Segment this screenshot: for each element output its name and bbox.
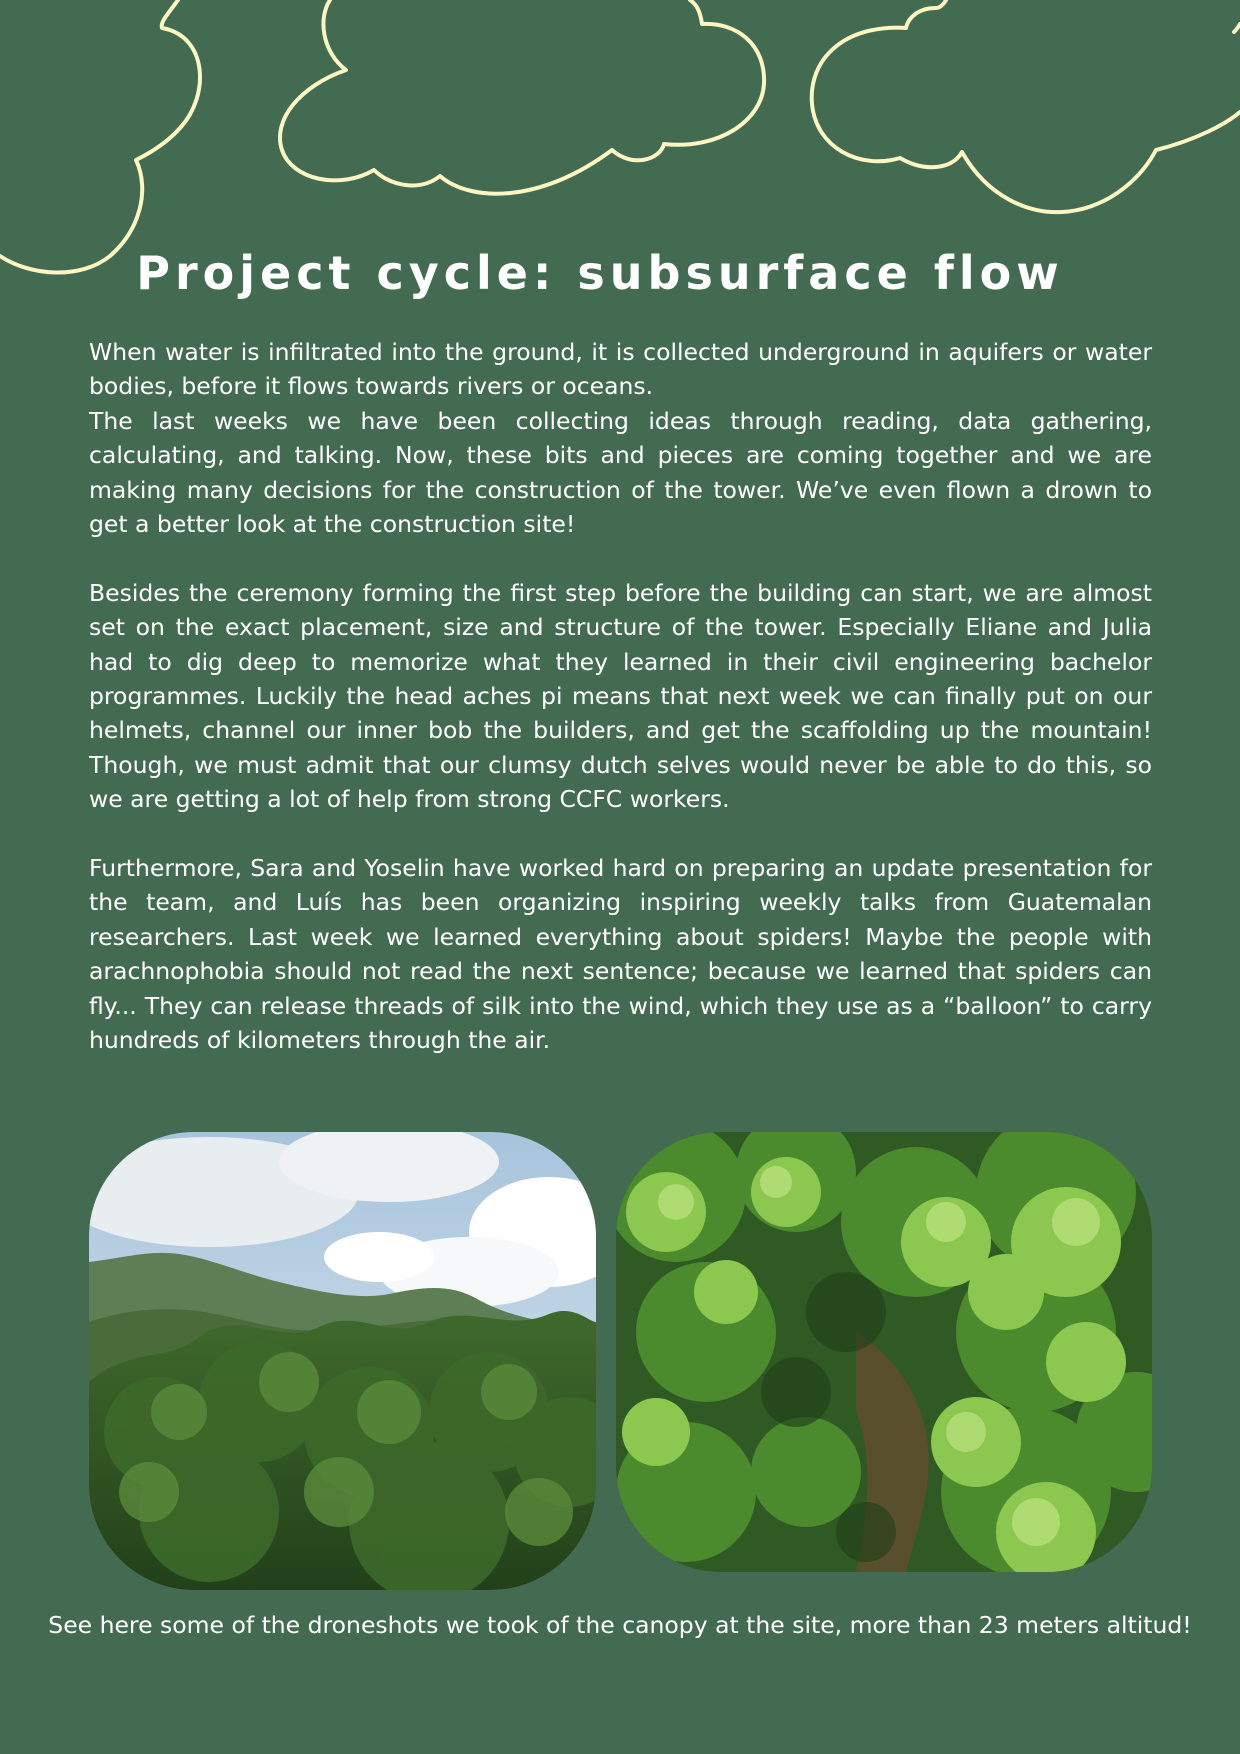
cloud-center (280, 0, 764, 194)
aerial-canopy-photo (616, 1132, 1152, 1572)
page-title: Project cycle: subsurface flow (136, 246, 1064, 300)
cloud-left (0, 0, 200, 273)
paragraph-team: Furthermore, Sara and Yoselin have worked hard on preparing an update presentation for the team, and Luís has been organizing inspiring weekly talks from Guatemalan researchers. Last week we learned everything about spiders! Maybe the people with arachnophobia should not read the next sentence; because we learned that spiders can fly... They can release threads of silk into the wind, which they use as a “balloon” to carry hundreds of kilometers through the air. (89, 854, 1152, 1055)
paragraph-intro: When water is infiltrated into the ground, it is collected underground in aquifers or water bodies, before it flows towards rivers or oceans. (89, 338, 1152, 401)
cloud-right (812, 0, 1240, 212)
mountain-canopy-photo (89, 1132, 596, 1590)
paragraph-ceremony: Besides the ceremony forming the first step before the building can start, we are almost set on the exact placement, size and structure of the tower. Especially Eliane and Julia had to dig deep to memorize what they learned in their civil engineering bachelor programmes. Luckily the head aches pi means that next week we can finally put on our helmets, channel our inner bob the builders, and get the scaffolding up the mountain! Though, we must admit that our clumsy dutch selves would never be able to do this, so we are getting a lot of help from strong CCFC workers. (89, 578, 1152, 814)
article-body (89, 335, 1152, 1058)
paragraph-weeks: The last weeks we have been collecting ideas through reading, data gathering, calculating, and talking. Now, these bits and pieces are coming together and we are making many decisions for the construction of the tower. We’ve even flown a drown to get a better look at the construction site! (89, 406, 1152, 539)
cloud-right-edge (1234, 24, 1240, 32)
photo-caption: See here some of the droneshots we took of the canopy at the site, more than 23 meters altitud! (48, 1611, 1192, 1639)
